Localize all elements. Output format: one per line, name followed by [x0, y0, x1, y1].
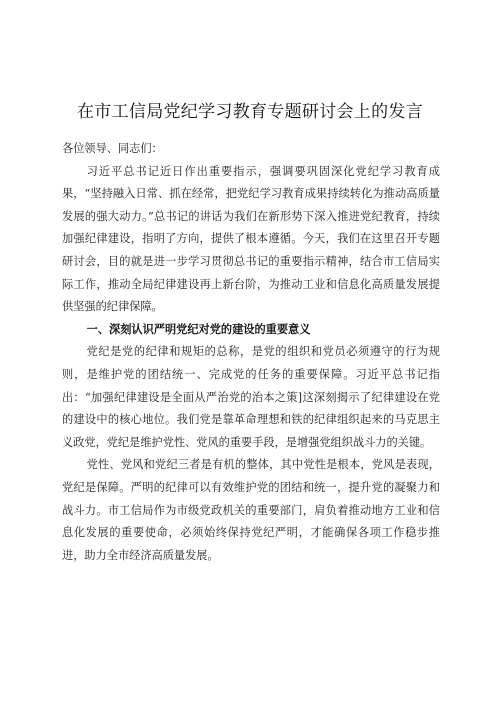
- document-title: 在市工信局党纪学习教育专题研讨会上的发言: [77, 102, 423, 123]
- document-body: [62, 138, 440, 567]
- section-heading: 一、深刻认识严明党纪对党的建设的重要意义: [86, 322, 311, 336]
- section-paragraph: 党性、党风和党纪三者是有机的整体，其中党性是根本，党风是表现，党纪是保障。严明的纪律可以有效维护党的团结和统一，提升党的凝聚力和战斗力。市工信局作为市级党政机关的重要部门，肩负着推动地方工业和信息化发展的重要使命，必须始终保持党纪严明，才能确保各项工作稳步推进，助力全市经济高质量发展。: [62, 458, 440, 562]
- greeting: 各位领导、同志们：: [62, 142, 163, 155]
- section-paragraph: 党纪是党的纪律和规矩的总称，是党的组织和党员必须遵守的行为规则，是维护党的团结统一、完成党的任务的重要保障。习近平总书记指出：“加强纪律建设是全面从严治党的治本之策]这深刻揭示了纪律建设在党的建设中的核心地位。我们党是靠革命理想和铁的纪律组织起来的马克思主义政党，党纪是维护党性、党风的重要手段，是增强党组织战斗力的关键。: [62, 345, 440, 449]
- intro-paragraph: 习近平总书记近日作出重要指示，强调要巩固深化党纪学习教育成果，“坚持融入日常、抓在经常，把党纪学习教育成果持续转化为推动高质量发展的强大动力。”总书记的讲话为我们在新形势下深入推进党纪教育，持续加强纪律建设，指明了方向，提供了根本遵循。今天，我们在这里召开专题研讨会，目的就是进一步学习贯彻总书记的重要指示精神，结合市工信局实际工作，推动全局纪律建设再上新台阶，为推动工业和信息化高质量发展提供坚强的纪律保障。: [62, 164, 440, 314]
